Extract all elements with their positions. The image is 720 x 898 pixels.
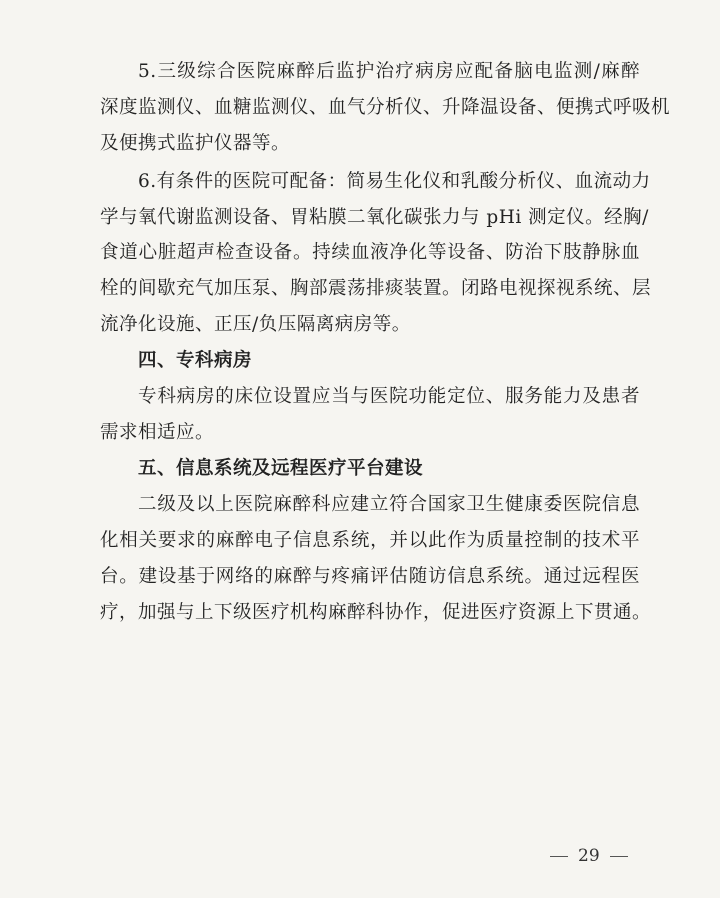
item6-line-4: 栓的间歇充气加压泵、胸部震荡排痰装置。闭路电视探视系统、层 — [100, 278, 652, 299]
item6-line-5: 流净化设施、正压/负压隔离病房等。 — [100, 314, 411, 335]
section4-heading: 四、专科病房 — [138, 350, 253, 371]
section5-line-1: 二级及以上医院麻醉科应建立符合国家卫生健康委医院信息 — [138, 494, 640, 515]
page-number: 29 — [578, 846, 600, 866]
footer-dash-left — [550, 856, 568, 857]
section5-line-3: 台。建设基于网络的麻醉与疼痛评估随访信息系统。通过远程医 — [100, 566, 640, 587]
section5-line-4: 疗，加强与上下级医疗机构麻醉科协作，促进医疗资源上下贯通。 — [100, 602, 652, 623]
section4-line-2: 需求相适应。 — [100, 422, 215, 443]
item5-line-2: 深度监测仪、血糖监测仪、血气分析仪、升降温设备、便携式呼吸机 — [100, 97, 671, 118]
section4-line-1: 专科病房的床位设置应当与医院功能定位、服务能力及患者 — [138, 386, 640, 407]
item6-line-3: 食道心脏超声检查设备。持续血液净化等设备、防治下肢静脉血 — [100, 242, 640, 263]
item5-line-1: 5.三级综合医院麻醉后监护治疗病房应配备脑电监测/麻醉 — [138, 61, 640, 82]
footer-dash-right — [610, 856, 628, 857]
item6-line-1: 6.有条件的医院可配备：简易生化仪和乳酸分析仪、血流动力 — [138, 171, 651, 192]
section5-heading: 五、信息系统及远程医疗平台建设 — [138, 458, 424, 479]
page-number-footer — [540, 846, 638, 866]
section5-line-2: 化相关要求的麻醉电子信息系统，并以此作为质量控制的技术平 — [100, 530, 640, 551]
item5-line-3: 及便携式监护仪器等。 — [100, 133, 291, 154]
item6-line-2: 学与氧代谢监测设备、胃粘膜二氧化碳张力与 pHi 测定仪。经胸/ — [100, 207, 649, 228]
